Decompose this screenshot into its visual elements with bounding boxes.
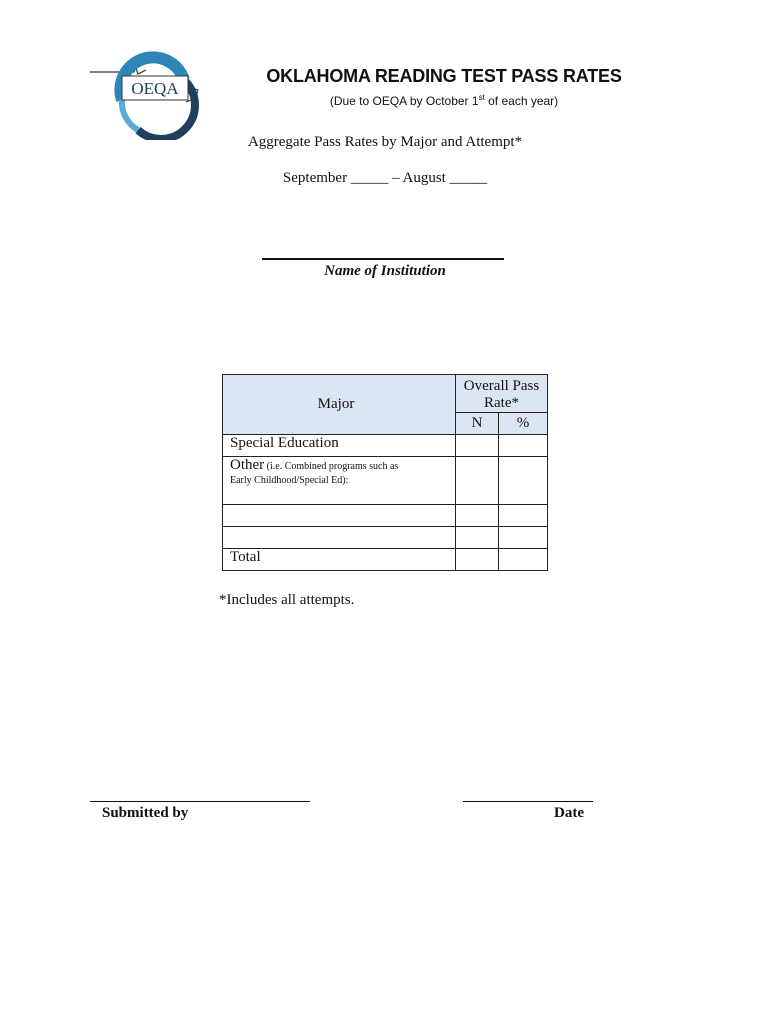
percent-cell[interactable] (499, 435, 548, 457)
submitted-by-signature-line[interactable] (90, 801, 310, 802)
overall-pass-rate-header: Overall Pass Rate* (456, 375, 548, 413)
pass-rates-table (222, 374, 548, 571)
n-cell[interactable] (456, 505, 499, 527)
table-row (223, 435, 548, 457)
footnote: *Includes all attempts. (219, 592, 355, 608)
blank-major-cell[interactable] (223, 527, 456, 549)
table-row (223, 505, 548, 527)
row-label-total: Total (223, 549, 456, 571)
n-cell[interactable] (456, 435, 499, 457)
table-row (223, 457, 548, 505)
n-cell[interactable] (456, 457, 499, 505)
date-signature-line[interactable] (463, 801, 593, 802)
svg-text:OEQA: OEQA (131, 79, 179, 98)
table-row (223, 527, 548, 549)
row-label-special-education: Special Education (223, 435, 456, 457)
date-label: Date (554, 805, 584, 821)
institution-underline[interactable] (262, 258, 504, 260)
institution-label: Name of Institution (324, 263, 446, 279)
blank-major-cell[interactable] (223, 505, 456, 527)
row-label-other: Other (i.e. Combined programs such as Early Childhood/Special Ed): (223, 457, 456, 505)
oeqa-logo (86, 40, 204, 140)
n-cell[interactable] (456, 527, 499, 549)
percent-cell[interactable] (499, 549, 548, 571)
submitted-by-label: Submitted by (102, 805, 189, 821)
percent-cell[interactable] (499, 505, 548, 527)
n-cell[interactable] (456, 549, 499, 571)
table-row (223, 549, 548, 571)
document-subtitle: (Due to OEQA by October 1st of each year) (329, 93, 559, 108)
document-title: OKLAHOMA READING TEST PASS RATES (266, 66, 622, 86)
period-line: September _____ – August _____ (282, 170, 488, 186)
n-header: N (456, 413, 499, 435)
percent-cell[interactable] (499, 527, 548, 549)
percent-cell[interactable] (499, 457, 548, 505)
major-header: Major (223, 375, 456, 435)
percent-header: % (499, 413, 548, 435)
aggregate-line: Aggregate Pass Rates by Major and Attempt* (247, 134, 523, 150)
